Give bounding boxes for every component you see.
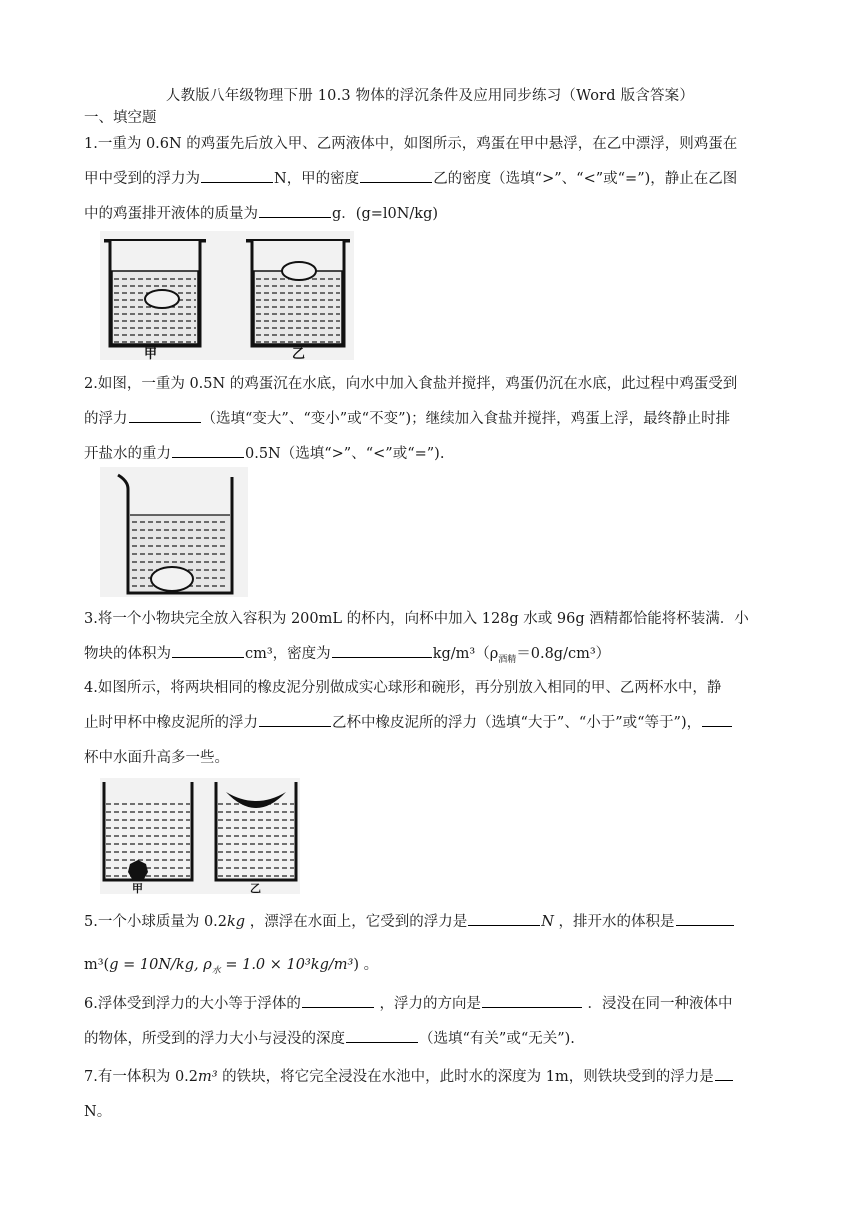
question-1 <box>84 127 778 232</box>
q6-text: ，浮力的方向是 <box>374 996 481 1012</box>
q2-line-2 <box>84 402 778 437</box>
q7-text: 的铁块，将它完全浸没在水池中，此时水的深度为 1m，则铁块受到的浮力是 <box>217 1069 714 1085</box>
figure-clay-ball-and-bowl <box>100 778 300 894</box>
answer-blank[interactable] <box>360 168 432 183</box>
q4-text: 乙杯中橡皮泥所的浮力（选填“大于”、“小于”或“等于”)， <box>332 715 702 731</box>
q5-line-2 <box>84 948 778 989</box>
q4-line-1: 4.如图所示，将两块相同的橡皮泥分别做成实心球形和碗形，再分别放入相同的甲、乙两杯水中，静 <box>84 680 722 696</box>
egg-suspended <box>145 290 179 308</box>
q2-text: 的浮力 <box>84 411 128 427</box>
q6-text: 6.浮体受到浮力的大小等于浮体的 <box>84 996 301 1012</box>
egg-sunk <box>151 567 193 591</box>
q1-text: 乙的密度（选填“>”、“<”或“=”)，静止在乙图 <box>433 171 738 187</box>
question-7 <box>84 1060 778 1130</box>
q3-text: cm³，密度为 <box>245 646 331 662</box>
answer-blank[interactable] <box>302 993 374 1008</box>
q6-line-1 <box>84 987 778 1022</box>
egg-floating <box>282 262 316 280</box>
q5-text: ，排开水的体积是 <box>553 914 675 930</box>
q5-text: 5.一个小球质量为 0.2 <box>84 914 228 930</box>
q2-text: 0.5N（选填“>”、“<”或“=”). <box>245 446 445 462</box>
q1-text: 甲中受到的浮力为 <box>84 171 200 187</box>
q6-text: ．浸没在同一种液体中 <box>582 996 733 1012</box>
q4-line-3: 杯中水面升高多一些。 <box>84 750 229 766</box>
q2-line-1: 2.如图，一重为 0.5N 的鸡蛋沉在水底，向水中加入食盐并搅拌，鸡蛋仍沉在水底，此过程中鸡蛋受到 <box>84 376 738 392</box>
document-title: 人教版八年级物理下册 10.3 物体的浮沉条件及应用同步练习（Word 版含答案） <box>165 88 695 104</box>
answer-blank[interactable] <box>482 993 582 1008</box>
q1-text: 中的鸡蛋排开液体的质量为 <box>84 206 258 222</box>
figure-label-right: 乙 <box>292 347 306 360</box>
q6-line-2 <box>84 1022 778 1057</box>
question-4 <box>84 671 778 776</box>
answer-blank[interactable] <box>468 911 540 926</box>
math-formula: g = 10N/kg, ρ <box>109 957 212 973</box>
q7-text: 7.有一体积为 0.2 <box>84 1069 199 1085</box>
question-2 <box>84 367 778 472</box>
q2-text: 开盐水的重力 <box>84 446 171 462</box>
q1-line-1: 1.一重为 0.6N 的鸡蛋先后放入甲、乙两液体中，如图所示，鸡蛋在甲中悬浮，在乙中漂浮，则鸡蛋在 <box>84 136 738 152</box>
figure-egg-sunk-beaker <box>100 467 248 597</box>
question-6 <box>84 987 778 1057</box>
q6-text: （选填“有关”或“无关”). <box>419 1031 575 1047</box>
q3-text: ＝0.8g/cm³） <box>516 646 611 662</box>
q5-line-1 <box>84 905 778 940</box>
question-5 <box>84 905 778 989</box>
q5-text: m³( <box>84 957 110 973</box>
figure-label-right: 乙 <box>250 882 261 894</box>
answer-blank[interactable] <box>259 712 331 727</box>
q4-text: 止时甲杯中橡皮泥所的浮力 <box>84 715 258 731</box>
q3-text: 物块的体积为 <box>84 646 171 662</box>
q4-line-2 <box>84 706 778 741</box>
answer-blank[interactable] <box>129 408 201 423</box>
figure-eggs-in-liquids <box>100 231 354 360</box>
answer-blank[interactable] <box>259 203 331 218</box>
q1-text: N，甲的密度 <box>274 171 360 187</box>
unit-kg: kg <box>227 914 246 930</box>
answer-blank[interactable] <box>332 643 432 658</box>
answer-blank[interactable] <box>676 911 734 926</box>
q1-line-2 <box>84 162 778 197</box>
answer-blank[interactable] <box>702 712 732 727</box>
figure-label-left: 甲 <box>144 347 158 360</box>
answer-blank[interactable] <box>172 643 244 658</box>
answer-blank[interactable] <box>715 1066 733 1081</box>
q1-line-3 <box>84 197 778 232</box>
q5-text: ) 。 <box>353 957 379 973</box>
math-formula: = 1.0 × 10³kg/m³ <box>220 957 354 973</box>
q1-text: g．(g=l0N/kg) <box>332 206 439 222</box>
q5-text: ，漂浮在水面上，它受到的浮力是 <box>245 914 468 930</box>
section-heading: 一、填空题 <box>84 110 157 126</box>
q3-line-1: 3.将一个小物块完全放入容积为 200mL 的杯内，向杯中加入 128g 水或 96g 酒精都恰能将杯装满．小 <box>84 611 749 627</box>
q6-text: 的物体，所受到的浮力大小与浸没的深度 <box>84 1031 345 1047</box>
subscript: 酒精 <box>498 654 517 665</box>
unit-n: N <box>541 914 554 930</box>
question-3 <box>84 602 778 678</box>
answer-blank[interactable] <box>201 168 273 183</box>
q7-line-2: N。 <box>84 1104 112 1120</box>
figure-label-left: 甲 <box>132 882 143 894</box>
q3-text: kg/m³（ρ <box>432 646 499 662</box>
unit-m3: m³ <box>198 1069 218 1085</box>
q7-line-1 <box>84 1060 778 1095</box>
subscript: 水 <box>211 965 221 976</box>
q2-text: （选填“变大”、“变小”或“不变”)；继续加入食盐并搅拌，鸡蛋上浮，最终静止时排 <box>201 411 731 427</box>
answer-blank[interactable] <box>172 443 244 458</box>
answer-blank[interactable] <box>346 1028 418 1043</box>
